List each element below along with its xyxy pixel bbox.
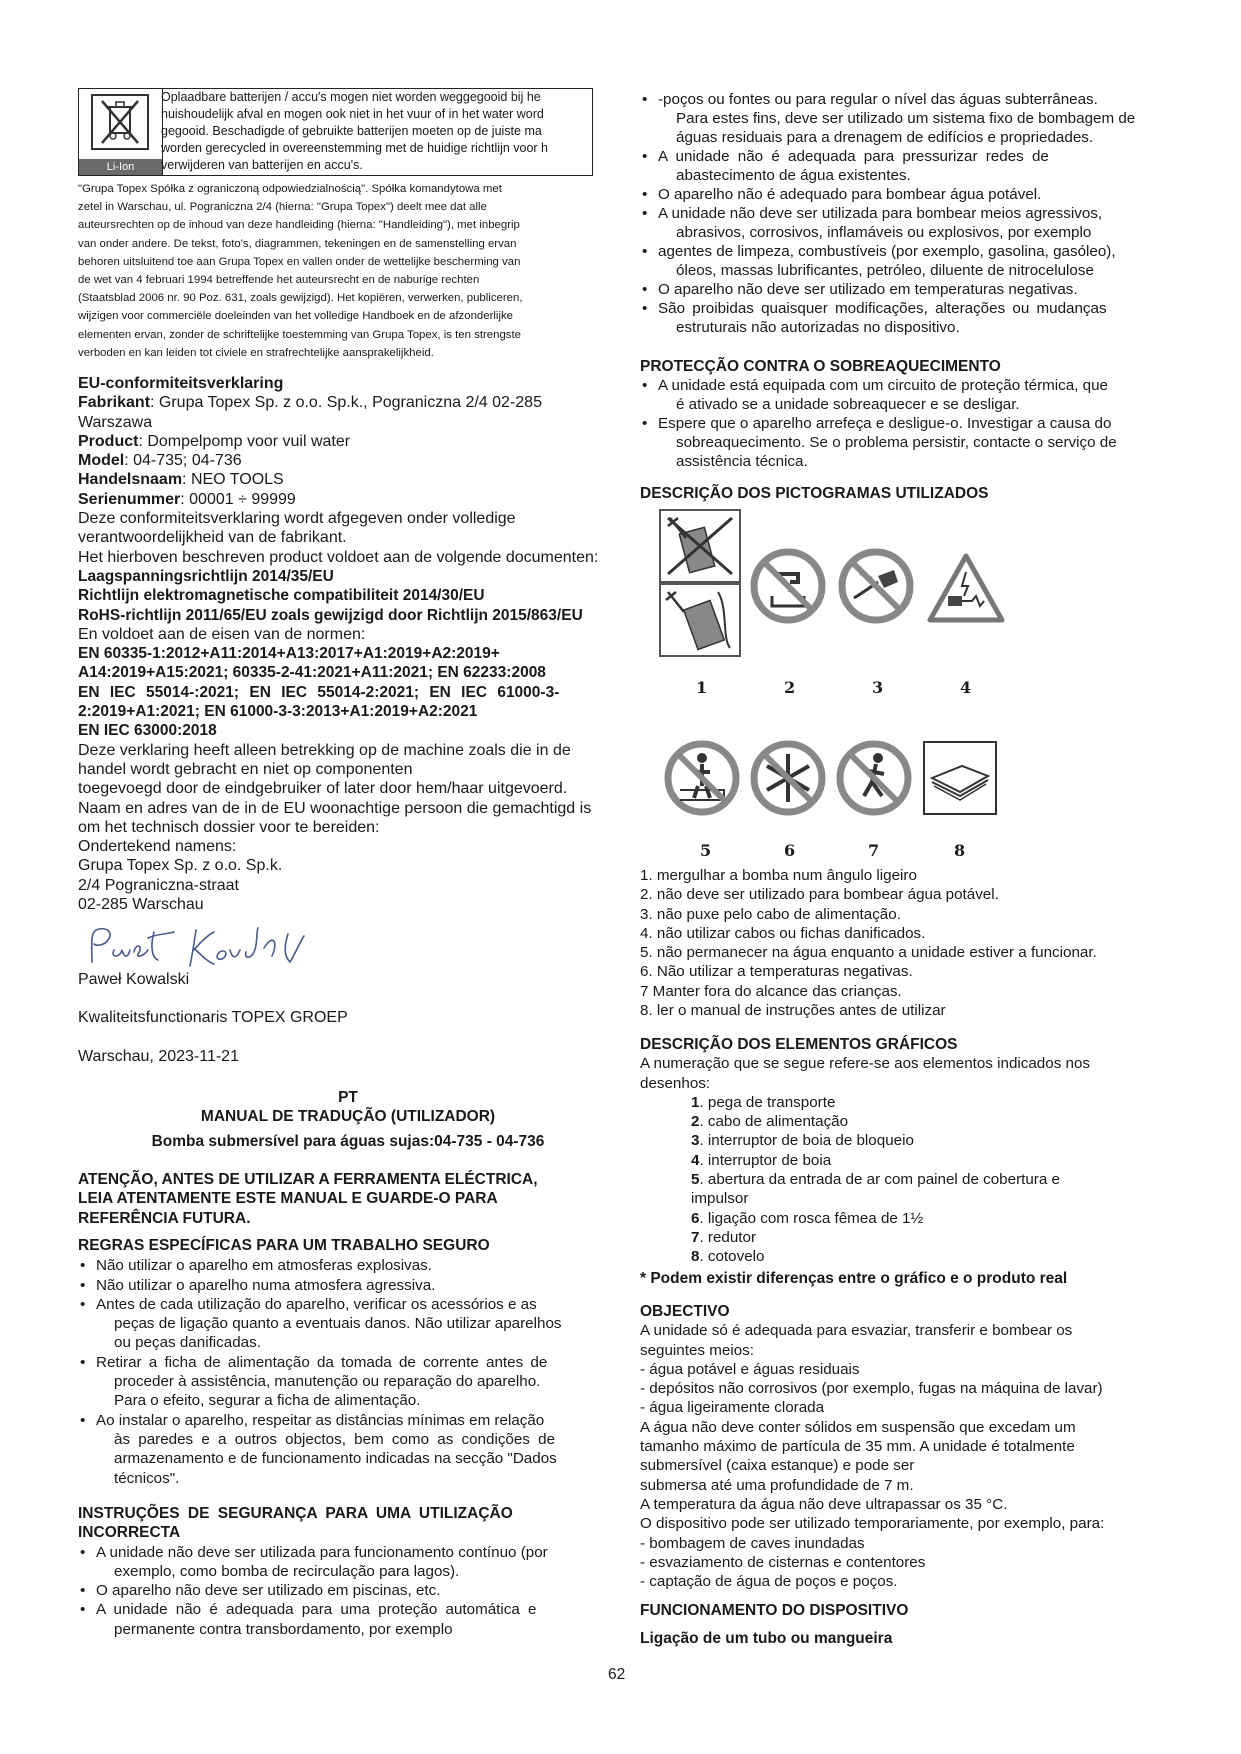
pictogram-number: 2 bbox=[784, 678, 796, 697]
pictogram-panel bbox=[640, 508, 1200, 862]
objective-line: - captação de água de poços e poços. bbox=[640, 1573, 898, 1591]
pictogram-number: 4 bbox=[960, 678, 972, 697]
closing-line: Naam en adres van de in de EU woonachtige persoon die gemachtigd is bbox=[78, 799, 592, 817]
objective-title: OBJECTIVO bbox=[640, 1303, 730, 1320]
serial-number: Serienummer: 00001 ÷ 99999 bbox=[78, 490, 296, 508]
objective-line: O dispositivo pode ser utilizado temporariamente, por exemplo, para: bbox=[640, 1515, 1105, 1533]
objective-line: seguintes meios: bbox=[640, 1341, 754, 1359]
list-item: 5. não permanecer na água enquanto a unidade estiver a funcionar. bbox=[640, 944, 1097, 962]
list-item: • A unidade não deve ser utilizada para bombear meios agressivos, abrasivos, corrosivos, inflamáveis ou explosivos, por exemplo bbox=[640, 204, 1172, 242]
list-item: • Retirar a ficha de alimentação da tomada de corrente antes de proceder à assistência, manutenção ou reparação do aparelho. Para o efeito, segurar a ficha de alimentação. bbox=[78, 1353, 618, 1411]
objective-line: - esvaziamento de cisternas e contentores bbox=[640, 1553, 926, 1571]
list-item: 6. ligação com rosca fêmea de 1½ bbox=[691, 1209, 924, 1227]
product: Product: Dompelpomp voor vuil water bbox=[78, 432, 351, 450]
eu-declaration bbox=[78, 374, 618, 914]
manual-header bbox=[78, 1088, 618, 1151]
operation-title: FUNCIONAMENTO DO DISPOSITIVO bbox=[640, 1602, 909, 1619]
place-date: Warschau, 2023-11-21 bbox=[78, 1047, 239, 1065]
crossed-bin-icon bbox=[90, 93, 150, 151]
list-item: 2. cabo de alimentação bbox=[691, 1113, 849, 1131]
directive: Laagspanningsrichtlijn 2014/35/EU bbox=[78, 567, 334, 585]
norm-line: A14:2019+A15:2021; 60335-2-41:2021+A11:2021; EN 62233:2008 bbox=[78, 664, 546, 682]
copyright-line: behoren uitsluitend toe aan Grupa Topex en vallen onder de wettelijke bescherming van bbox=[78, 255, 521, 268]
list-item: • Ao instalar o aparelho, respeitar as distâncias mínimas em relação às paredes e a outros objectos, bem como as condições de armazenamento e de funcionamento indicadas na secção "Dados técnicos". bbox=[78, 1411, 618, 1488]
list-item: 3. não puxe pelo cabo de alimentação. bbox=[640, 905, 901, 923]
pictogram-number: 6 bbox=[784, 841, 796, 860]
li-ion-badge: Li-Ion bbox=[79, 159, 162, 175]
misuse-continued bbox=[640, 90, 1172, 337]
pictogram-title: DESCRIÇÃO DOS PICTOGRAMAS UTILIZADOS bbox=[640, 485, 989, 502]
copyright-line: de wet van 4 februari 1994 betreffende het auteursrecht en de naburige rechten bbox=[78, 274, 480, 287]
copyright-line: verboden en kan leiden tot civiele en strafrechtelijke aansprakelijkheid. bbox=[78, 346, 434, 359]
misuse-section bbox=[78, 1504, 618, 1639]
list-item: 1. mergulhar a bomba num ângulo ligeiro bbox=[640, 867, 917, 884]
warning-line: LEIA ATENTAMENTE ESTE MANUAL E GUARDE-O PARA bbox=[78, 1190, 498, 1208]
objective-line: submersa até uma profundidade de 7 m. bbox=[640, 1476, 914, 1494]
objective-line: A unidade só é adequada para esvaziar, transferir e bombear os bbox=[640, 1322, 1073, 1340]
norms-intro: En voldoet aan de eisen van de normen: bbox=[78, 625, 366, 643]
safety-rules bbox=[78, 1236, 618, 1488]
list-item: 3. interruptor de boia de bloqueio bbox=[691, 1132, 914, 1150]
page-number: 62 bbox=[608, 1666, 626, 1683]
list-item: 7. redutor bbox=[691, 1228, 757, 1246]
graphic-intro: desenhos: bbox=[640, 1074, 711, 1092]
list-item: • O aparelho não é adequado para bombear água potável. bbox=[640, 185, 1172, 204]
no-person-in-water-icon bbox=[664, 740, 740, 816]
overheat-list bbox=[640, 376, 1172, 471]
list-item: • -poços ou fontes ou para regular o nível das águas subterrâneas. Para estes fins, deve ser utilizado um sistema fixo de bombagem de águas residuais para a drenagem de edifícios e propriedades. bbox=[640, 90, 1172, 147]
overheat-title: PROTECÇÃO CONTRA O SOBREAQUECIMENTO bbox=[640, 358, 1001, 375]
closing-line: Grupa Topex Sp. z o.o. Sp.k. bbox=[78, 857, 283, 875]
list-item: • O aparelho não deve ser utilizado em piscinas, etc. bbox=[78, 1581, 618, 1600]
list-item: • agentes de limpeza, combustíveis (por exemplo, gasolina, gasóleo), óleos, massas lubrificantes, petróleo, diluente de nitrocelulose bbox=[640, 242, 1172, 280]
decl-line: verantwoordelijkheid van de fabrikant. bbox=[78, 529, 347, 547]
pump-tilt-icon bbox=[658, 508, 742, 658]
battery-icon-box bbox=[78, 88, 163, 176]
rules-list bbox=[78, 1256, 618, 1488]
handwritten-signature bbox=[78, 922, 328, 977]
signer-name: Paweł Kowalski bbox=[78, 971, 190, 988]
misuse-title: INCORRECTA bbox=[78, 1524, 181, 1542]
copyright-line: (Staatsblad 2006 nr. 90 Poz. 631, zoals gewijzigd). Het kopiëren, verwerken, publiceren, bbox=[78, 292, 523, 305]
objective-line: submersível (caixa estanque) e pode ser bbox=[640, 1457, 915, 1475]
closing-line: om het technisch dossier voor te bereiden: bbox=[78, 818, 380, 836]
list-item: 8. ler o manual de instruções antes de utilizar bbox=[640, 1002, 946, 1020]
list-item: • A unidade está equipada com um circuito de proteção térmica, que é ativado se a unidade sobreaquecer e se desligar. bbox=[640, 376, 1172, 414]
pictogram-number: 8 bbox=[954, 841, 966, 860]
list-item: • Não utilizar o aparelho numa atmosfera agressiva. bbox=[78, 1276, 618, 1295]
rules-title: REGRAS ESPECÍFICAS PARA UM TRABALHO SEGURO bbox=[78, 1237, 490, 1254]
list-item: • Espere que o aparelho arrefeça e desligue-o. Investigar a causa do sobreaquecimento. Se o problema persistir, contacte o serviço de assistência técnica. bbox=[640, 414, 1172, 471]
list-item: • Não utilizar o aparelho em atmosferas explosivas. bbox=[78, 1256, 618, 1275]
no-pull-cable-icon bbox=[838, 548, 914, 624]
closing-line: Ondertekend namens: bbox=[78, 838, 237, 856]
signer-role: Kwaliteitsfunctionaris TOPEX GROEP bbox=[78, 1009, 348, 1027]
damaged-cable-warning-icon bbox=[926, 552, 1006, 624]
list-item: impulsor bbox=[691, 1190, 749, 1208]
list-item: 1. pega de transporte bbox=[691, 1093, 836, 1111]
closing-line: handel wordt gebracht en niet op componenten bbox=[78, 760, 413, 778]
pictogram-number: 7 bbox=[868, 841, 880, 860]
objective-line: - bombagem de caves inundadas bbox=[640, 1534, 865, 1552]
copyright-line: elementen ervan, zonder de schriftelijke toestemming van Grupa Topex, is ten strengste bbox=[78, 328, 521, 341]
graphic-intro: A numeração que se segue refere-se aos elementos indicados nos bbox=[640, 1055, 1090, 1073]
warning-line: REFERÊNCIA FUTURA. bbox=[78, 1209, 251, 1227]
objective-section bbox=[640, 1302, 1172, 1591]
copyright-line: "Grupa Topex Spółka z ograniczoną odpowiedzialnością". Spółka komandytowa met bbox=[78, 183, 502, 195]
list-item: 8. cotovelo bbox=[691, 1248, 765, 1266]
signature-block bbox=[78, 970, 618, 1066]
closing-line: Deze verklaring heeft alleen betrekking op de machine zoals die in de bbox=[78, 741, 571, 759]
battery-text bbox=[161, 88, 593, 176]
objective-line: A água não deve conter sólidos em suspensão que excedam um bbox=[640, 1418, 1076, 1436]
no-drinking-water-icon bbox=[750, 548, 826, 624]
pictogram-number: 1 bbox=[696, 678, 708, 697]
trade-name: Handelsnaam: NEO TOOLS bbox=[78, 471, 284, 489]
language-code: PT bbox=[338, 1089, 358, 1106]
objective-line: - água ligeiramente clorada bbox=[640, 1399, 825, 1417]
copyright-line: auteursrechten op de inhoud van deze handleiding (hierna: "Handleiding"), met inbegrip bbox=[78, 219, 520, 232]
objective-line: tamanho máximo de partícula de 35 mm. A unidade é totalmente bbox=[640, 1438, 1075, 1456]
norm-line: 2:2019+A1:2021; EN 61000-3-3:2013+A1:2019+A2:2021 bbox=[78, 703, 478, 721]
battery-line: worden gerecycled in overeenstemming met de huidige richtlijn voor h bbox=[161, 141, 549, 155]
directive: RoHS-richtlijn 2011/65/EU zoals gewijzigd door Richtlijn 2015/863/EU bbox=[78, 606, 583, 624]
graphic-title: DESCRIÇÃO DOS ELEMENTOS GRÁFICOS bbox=[640, 1036, 958, 1053]
decl-line: Het hierboven beschreven product voldoet aan de volgende documenten: bbox=[78, 548, 599, 566]
norm-line: EN IEC 63000:2018 bbox=[78, 722, 217, 740]
difference-note: * Podem existir diferenças entre o gráfico e o produto real bbox=[640, 1270, 1068, 1287]
manufacturer-city: Warszawa bbox=[78, 413, 153, 431]
copyright-line: van onder andere. De tekst, foto's, diagrammen, tekeningen en de samenstelling ervan bbox=[78, 237, 517, 250]
pictogram-number: 5 bbox=[700, 841, 712, 860]
list-item: • A unidade não é adequada para pressurizar redes de abastecimento de água existentes. bbox=[640, 147, 1172, 185]
warning-line: ATENÇÃO, ANTES DE UTILIZAR A FERRAMENTA ELÉCTRICA, bbox=[78, 1171, 538, 1188]
copyright-line: wijzigen voor commerciële doeleinden van het volledige Handboek en de afzonderlijke bbox=[78, 310, 514, 323]
list-item: • O aparelho não deve ser utilizado em temperaturas negativas. bbox=[640, 280, 1172, 299]
battery-notice bbox=[78, 88, 592, 176]
list-item: • Antes de cada utilização do aparelho, verificar os acessórios e as peças de ligação quanto a eventuais danos. Não utilizar aparelhos ou peças danificadas. bbox=[78, 1295, 618, 1353]
graphic-elements bbox=[640, 1035, 1172, 1267]
directive: Richtlijn elektromagnetische compatibiliteit 2014/30/EU bbox=[78, 587, 485, 605]
hose-title: Ligação de um tubo ou mangueira bbox=[640, 1630, 893, 1647]
norm-line: EN IEC 55014-:2021; EN IEC 55014-2:2021; EN IEC 61000-3- bbox=[78, 683, 560, 701]
misuse-title: INSTRUÇÕES DE SEGURANÇA PARA UMA UTILIZAÇÃO bbox=[78, 1505, 513, 1522]
manual-title: MANUAL DE TRADUÇÃO (UTILIZADOR) bbox=[200, 1108, 496, 1126]
list-item: 6. Não utilizar a temperaturas negativas. bbox=[640, 963, 913, 981]
overheat-section bbox=[640, 357, 1172, 471]
copyright-notice bbox=[78, 180, 594, 362]
closing-line: toegevoegd door de eindgebruiker of later door hem/haar uitgevoerd. bbox=[78, 780, 568, 798]
closing-line: 02-285 Warschau bbox=[78, 896, 204, 914]
list-item: 2. não deve ser utilizado para bombear água potável. bbox=[640, 886, 999, 904]
warning-block bbox=[78, 1170, 618, 1228]
copyright-line: zetel in Warschau, ul. Pograniczna 2/4 (hierna: "Grupa Topex") deelt mee dat alle bbox=[78, 201, 487, 214]
product-title: Bomba submersível para águas sujas:04-735 - 04-736 bbox=[151, 1132, 545, 1150]
objective-line: - água potável e águas residuais bbox=[640, 1360, 860, 1378]
eu-title: EU-conformiteitsverklaring bbox=[78, 375, 284, 392]
model: Model: 04-735; 04-736 bbox=[78, 452, 242, 470]
pictogram-number: 3 bbox=[872, 678, 884, 697]
norm-line: EN 60335-1:2012+A11:2014+A13:2017+A1:2019+A2:2019+ bbox=[78, 645, 500, 663]
battery-line: Oplaadbare batterijen / accu's mogen niet worden weggegooid bij he bbox=[161, 90, 541, 104]
objective-line: - depósitos não corrosivos (por exemplo, fugas na máquina de lavar) bbox=[640, 1380, 1103, 1398]
decl-line: Deze conformiteitsverklaring wordt afgegeven onder volledige bbox=[78, 510, 516, 528]
manufacturer: Fabrikant: Grupa Topex Sp. z o.o. Sp.k., Pograniczna 2/4 02-285 bbox=[78, 394, 542, 412]
pictogram-list bbox=[640, 866, 1172, 1020]
closing-line: 2/4 Pograniczna-straat bbox=[78, 876, 239, 894]
list-item: 4. não utilizar cabos ou fichas danificados. bbox=[640, 924, 926, 942]
list-item: • A unidade não deve ser utilizada para funcionamento contínuo (por exemplo, como bomba de recirculação para lagos). bbox=[78, 1543, 618, 1582]
misuse-list-continued bbox=[640, 90, 1172, 337]
battery-line: gegooid. Beschadigde of gebruikte batterijen moeten op de juiste ma bbox=[161, 124, 542, 138]
read-manual-icon bbox=[922, 740, 998, 816]
graphic-items bbox=[640, 1093, 1172, 1267]
list-item: • A unidade não é adequada para uma proteção automática e permanente contra transbordamento, por exemplo bbox=[78, 1600, 618, 1639]
list-item: 4. interruptor de boia bbox=[691, 1151, 832, 1169]
list-item: • São proibidas quaisquer modificações, alterações ou mudanças estruturais não autorizadas no dispositivo. bbox=[640, 299, 1172, 337]
objective-line: A temperatura da água não deve ultrapassar os 35 °C. bbox=[640, 1495, 1008, 1513]
list-item: 7 Manter fora do alcance das crianças. bbox=[640, 982, 902, 1000]
battery-line: verwijderen van batterijen en accu's. bbox=[161, 158, 363, 172]
no-children-icon bbox=[836, 740, 912, 816]
list-item: 5. abertura da entrada de ar com painel de cobertura e bbox=[691, 1171, 1060, 1189]
battery-line: huishoudelijk afval en mogen ook niet in het vuur of in het water word bbox=[161, 107, 544, 121]
no-frost-icon bbox=[750, 740, 826, 816]
misuse-list bbox=[78, 1543, 618, 1639]
